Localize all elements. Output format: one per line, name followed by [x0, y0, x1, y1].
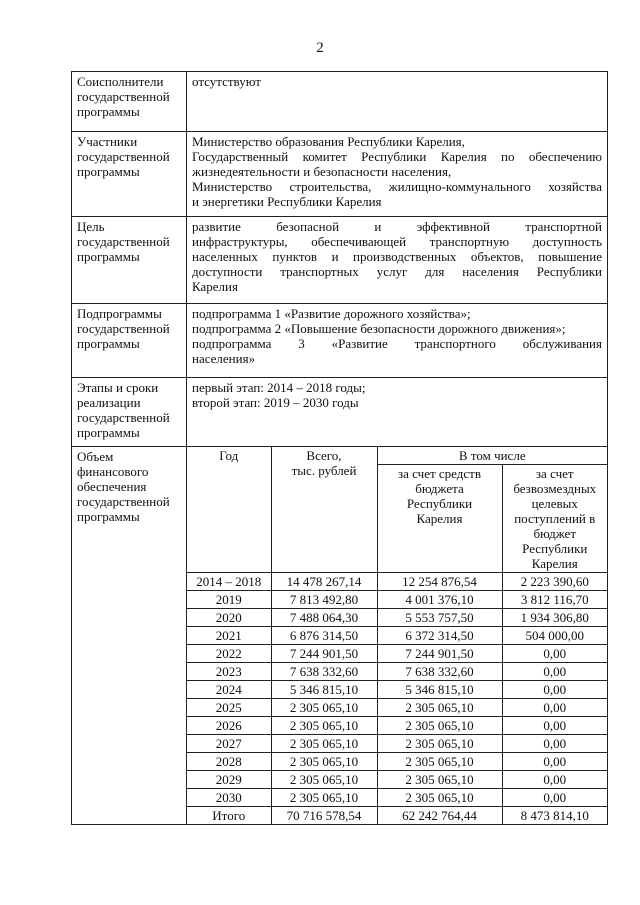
label-subprograms: Подпрограммы государственной программы [72, 304, 187, 378]
finance-row [187, 645, 607, 663]
cell-total: 2 305 065,10 [271, 699, 377, 717]
finance-row [187, 771, 607, 789]
cell-grants: 0,00 [502, 663, 607, 681]
label-stages: Этапы и сроки реализации государственной программы [72, 378, 187, 447]
cell-total: 6 876 314,50 [271, 627, 377, 645]
cell-year: 2024 [187, 681, 271, 699]
cell-year: 2022 [187, 645, 271, 663]
page-number: 2 [316, 40, 324, 56]
cell-year: 2023 [187, 663, 271, 681]
cell-total: 2 305 065,10 [271, 735, 377, 753]
cell-total: 2 305 065,10 [271, 771, 377, 789]
cell-budget: 2 305 065,10 [377, 699, 502, 717]
finance-row [187, 717, 607, 735]
value-participants: Министерство образования Республики Карелия, Государственный комитет Республики Карелия по обеспечению жизнедеятельности и безопасности населения, Министерство строительства, жилищно-коммунального хозяйства и энергетики Республики Карелия [187, 132, 608, 217]
value-coexecutors: отсутствуют [187, 72, 608, 132]
finance-row [187, 609, 607, 627]
cell-grants: 0,00 [502, 753, 607, 771]
cell-total: 70 716 578,54 [271, 807, 377, 825]
finance-row [187, 591, 607, 609]
cell-budget: 6 372 314,50 [377, 627, 502, 645]
cell-grants: 8 473 814,10 [502, 807, 607, 825]
cell-total: 7 488 064,30 [271, 609, 377, 627]
cell-year: 2028 [187, 753, 271, 771]
cell-total: 7 638 332,60 [271, 663, 377, 681]
cell-total: 2 305 065,10 [271, 717, 377, 735]
value-subprograms: подпрограмма 1 «Развитие дорожного хозяйства»; подпрограмма 2 «Повышение безопасности дорожного движения»; подпрограмма 3 «Развитие транспортного обслуживания населения» [187, 304, 608, 378]
cell-grants: 0,00 [502, 681, 607, 699]
value-goal: развитие безопасной и эффективной транспортной инфраструктуры, обеспечивающей транспортную доступность населенных пунктов и производственных объектов, повышение доступности транспортных услуг для населения Республики Карелия [187, 217, 608, 304]
col-budget-header: за счет средств бюджета Республики Карелия [377, 465, 502, 573]
finance-totals-row [187, 807, 607, 825]
cell-grants: 0,00 [502, 717, 607, 735]
cell-budget: 12 254 876,54 [377, 573, 502, 591]
cell-budget: 2 305 065,10 [377, 717, 502, 735]
label-coexecutors: Соисполнители государственной программы [72, 72, 187, 132]
cell-grants: 0,00 [502, 735, 607, 753]
finance-row [187, 573, 607, 591]
cell-year: 2019 [187, 591, 271, 609]
cell-grants: 504 000,00 [502, 627, 607, 645]
cell-total: 5 346 815,10 [271, 681, 377, 699]
cell-budget: 2 305 065,10 [377, 789, 502, 807]
row-goal [72, 217, 608, 304]
cell-grants: 2 223 390,60 [502, 573, 607, 591]
cell-budget: 7 244 901,50 [377, 645, 502, 663]
cell-year: 2020 [187, 609, 271, 627]
cell-year: 2029 [187, 771, 271, 789]
cell-budget: 7 638 332,60 [377, 663, 502, 681]
cell-year: 2021 [187, 627, 271, 645]
cell-total: 2 305 065,10 [271, 789, 377, 807]
cell-year: 2027 [187, 735, 271, 753]
col-total-header: Всего, тыс. рублей [271, 447, 377, 573]
cell-year: 2014 – 2018 [187, 573, 271, 591]
row-coexecutors [72, 72, 608, 132]
cell-budget: 62 242 764,44 [377, 807, 502, 825]
label-goal: Цель государственной программы [72, 217, 187, 304]
finance-header-top [187, 447, 607, 465]
cell-grants: 0,00 [502, 699, 607, 717]
cell-year: 2030 [187, 789, 271, 807]
cell-year: 2025 [187, 699, 271, 717]
cell-total: 7 813 492,80 [271, 591, 377, 609]
cell-budget: 5 553 757,50 [377, 609, 502, 627]
cell-grants: 3 812 116,70 [502, 591, 607, 609]
finance-row [187, 681, 607, 699]
row-subprograms [72, 304, 608, 378]
passport-table [71, 71, 608, 825]
label-finance: Объем финансового обеспечения государственной программы [72, 447, 187, 825]
col-including-header: В том числе [377, 447, 607, 465]
finance-row [187, 699, 607, 717]
label-participants: Участники государственной программы [72, 132, 187, 217]
finance-row [187, 735, 607, 753]
col-year-header: Год [187, 447, 271, 573]
cell-total: 14 478 267,14 [271, 573, 377, 591]
cell-grants: 0,00 [502, 771, 607, 789]
cell-budget: 4 001 376,10 [377, 591, 502, 609]
row-stages [72, 378, 608, 447]
finance-cell [187, 447, 608, 825]
cell-total: 7 244 901,50 [271, 645, 377, 663]
cell-grants: 0,00 [502, 789, 607, 807]
finance-row [187, 753, 607, 771]
finance-row [187, 789, 607, 807]
finance-row [187, 663, 607, 681]
value-stages: первый этап: 2014 – 2018 годы; второй этап: 2019 – 2030 годы [187, 378, 608, 447]
cell-total: 2 305 065,10 [271, 753, 377, 771]
cell-budget: 2 305 065,10 [377, 771, 502, 789]
cell-year: Итого [187, 807, 271, 825]
col-grants-header: за счет безвозмездных целевых поступлений в бюджет Республики Карелия [502, 465, 607, 573]
cell-budget: 5 346 815,10 [377, 681, 502, 699]
cell-grants: 0,00 [502, 645, 607, 663]
row-finance [72, 447, 608, 825]
cell-grants: 1 934 306,80 [502, 609, 607, 627]
finance-row [187, 627, 607, 645]
cell-year: 2026 [187, 717, 271, 735]
row-participants [72, 132, 608, 217]
finance-table [187, 447, 607, 824]
cell-budget: 2 305 065,10 [377, 753, 502, 771]
cell-budget: 2 305 065,10 [377, 735, 502, 753]
